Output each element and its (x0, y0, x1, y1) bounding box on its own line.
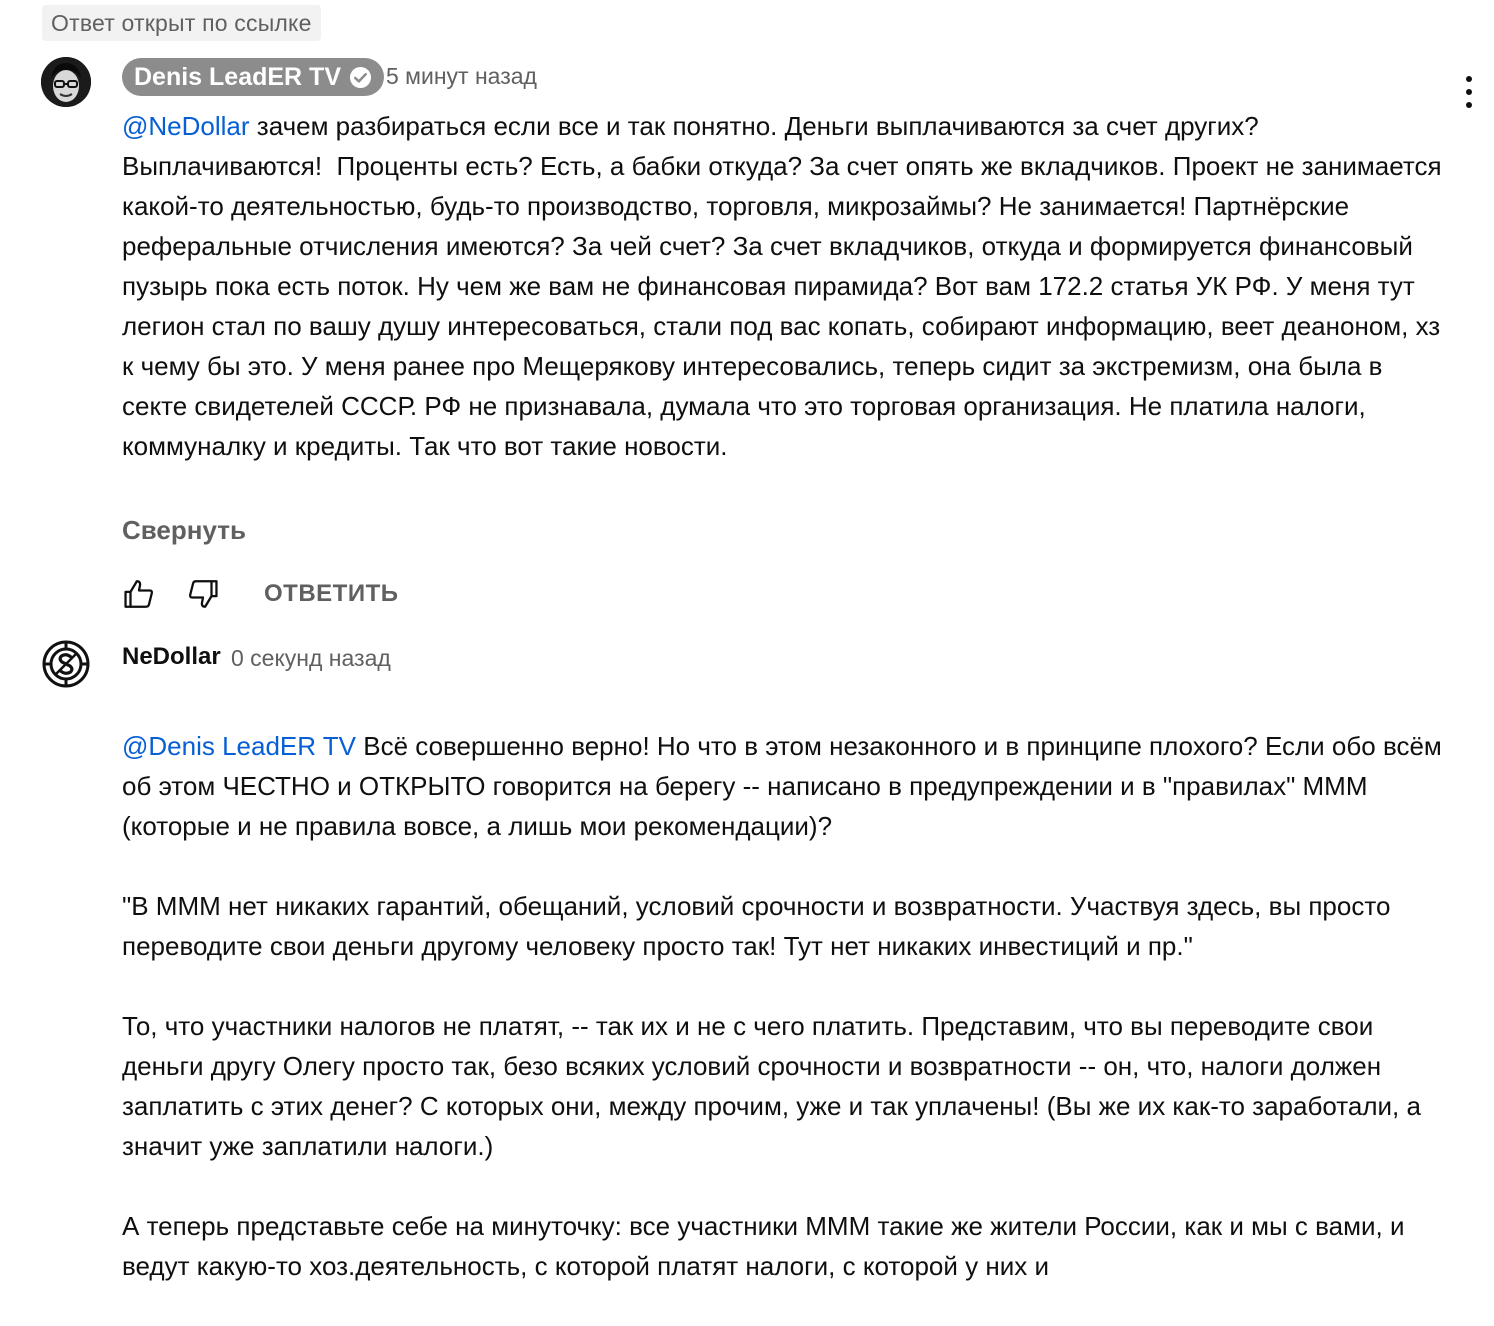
comment-paragraph: "В МММ нет никаких гарантий, обещаний, условий срочности и возвратности. Участвуя здесь, вы просто переводите свои деньги другому человеку просто так! Тут нет никаких инвестиций и пр." (122, 891, 1398, 961)
comment-paragraph: То, что участники налогов не платят, -- так их и не с чего платить. Представим, что вы переводите свои деньги другу Олегу просто так, безо всяких условий срочности и возвратности -- он, что, налоги должен заплатить с этих денег? С которых они, между прочим, уже и так уплачены! (Вы же их как-то заработали, а значит уже заплатили налоги.) (122, 1011, 1429, 1161)
mention-link[interactable]: @NeDollar (122, 111, 250, 141)
collapse-button[interactable]: Свернуть (122, 515, 246, 545)
comment-paragraph (122, 726, 1450, 846)
author-chip[interactable] (122, 58, 384, 96)
comment-paragraph: А теперь представьте себе на минуточку: все участники МММ такие же жители России, как и мы с вами, и ведут какую-то хоз.деятельность, с которой платят налоги, с которой у них и (122, 1211, 1412, 1281)
linked-reply-badge-label: Ответ открыт по ссылке (51, 9, 312, 36)
thumb-down-icon[interactable] (186, 577, 220, 611)
reply-button[interactable]: ОТВЕТИТЬ (264, 580, 399, 607)
avatar[interactable] (41, 57, 91, 107)
comment-body (122, 106, 1449, 466)
comment-text: зачем разбираться если все и так понятно. Деньги выплачиваются за счет других? Выплачиваются! Проценты есть? Есть, а бабки откуда? За счет опять же вкладчиков. Проект не занимается какой-то деятельностью, будь-то производство, торговля, микрозаймы? Не занимается! Партнёрские реферальные отчисления имеются? За чей счет? За счет вкладчиков, откуда и формируется финансовый пузырь пока есть поток. Ну чем же вам не финансовая пирамида? Вот вам 172.2 статья УК РФ. У меня тут легион стал по вашу душу интересоваться, стали под вас копать, собирают информацию, веет деаноном, хз к чему бы это. У меня ранее про Мещерякову интересовались, теперь сидит за экстремизм, она была в секте свидетелей СССР. РФ не признавала, думала что это торговая организация. Не платила налоги, коммуналку и кредиты. Так что вот такие новости. (122, 111, 1449, 461)
comment-timestamp[interactable]: 5 минут назад (386, 63, 537, 89)
comment-actions (122, 574, 399, 614)
verified-check-icon (349, 66, 372, 89)
comment-text: Всё совершенно верно! Но что в этом незаконного и в принципе плохого? Если обо всём об этом ЧЕСТНО и ОТКРЫТО говорится на берегу -- написано в предупреждении и в "правилах" МММ (которые и не правила вовсе, а лишь мои рекомендации)? (122, 731, 1450, 841)
author-name[interactable]: Denis LeadER TV (134, 62, 341, 91)
nedollar-logo[interactable] (42, 640, 90, 688)
comment-body (122, 686, 1450, 1326)
author-name[interactable]: NeDollar (122, 643, 221, 670)
mention-link[interactable]: @Denis LeadER TV (122, 731, 357, 761)
linked-reply-badge (42, 5, 321, 41)
comment-timestamp[interactable]: 0 секунд назад (231, 645, 391, 671)
more-vert-icon[interactable] (1455, 76, 1483, 116)
thumb-up-icon[interactable] (122, 577, 156, 611)
